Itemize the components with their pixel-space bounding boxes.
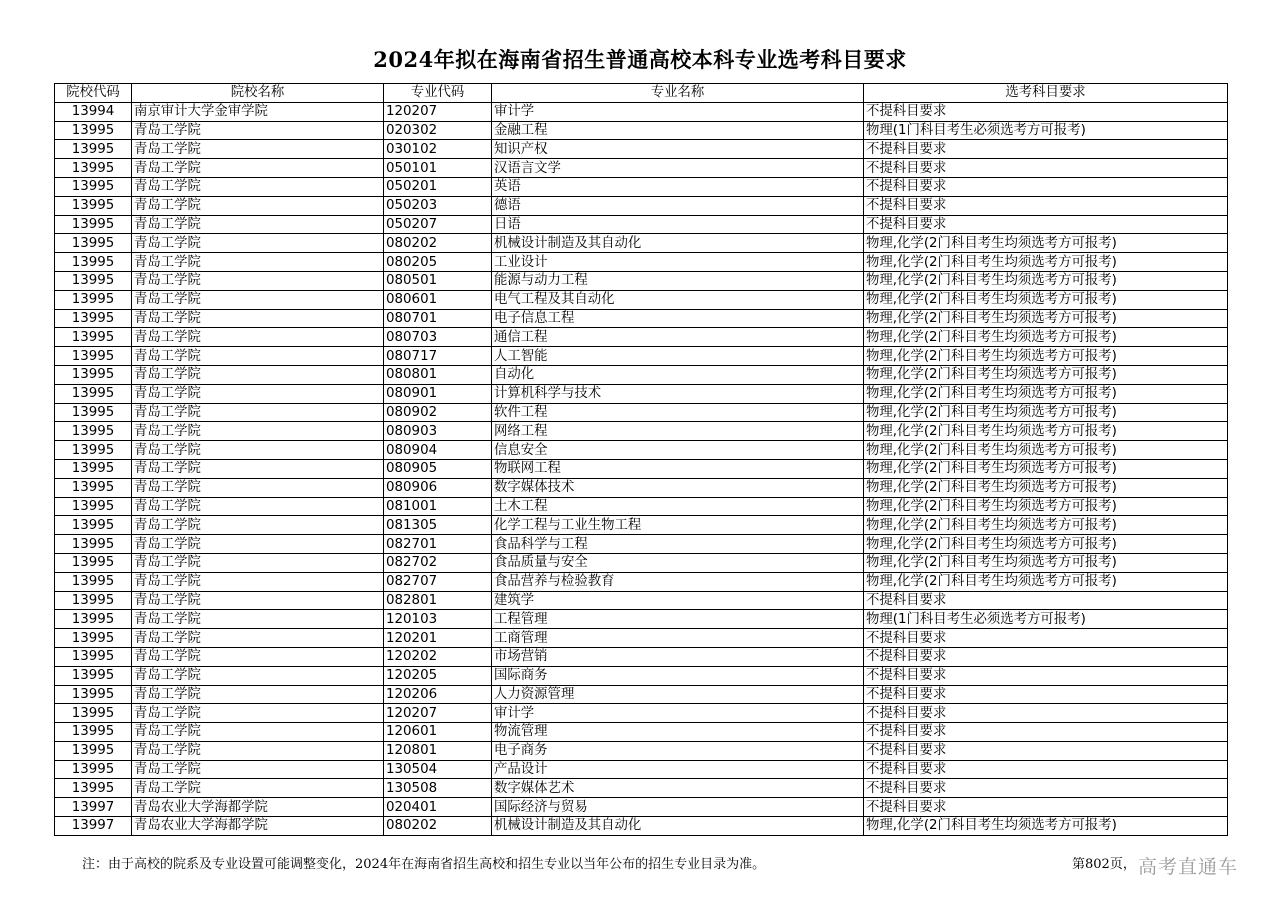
major-name-cell: 物流管理	[492, 723, 864, 742]
subject-requirement-cell: 物理,化学(2门科目考生均须选考方可报考)	[864, 817, 1228, 836]
major-code-cell: 120207	[384, 704, 492, 723]
subject-requirement-cell: 物理,化学(2门科目考生均须选考方可报考)	[864, 478, 1228, 497]
school-name-cell: 青岛工学院	[132, 478, 384, 497]
school-name-cell: 青岛工学院	[132, 365, 384, 384]
school-name-cell: 青岛工学院	[132, 177, 384, 196]
major-name-cell: 电子商务	[492, 741, 864, 760]
major-code-cell: 080801	[384, 365, 492, 384]
table-body	[55, 102, 1228, 835]
subject-requirement-cell: 不提科目要求	[864, 704, 1228, 723]
major-name-cell: 自动化	[492, 365, 864, 384]
table-row	[55, 177, 1228, 196]
major-code-cell: 050101	[384, 159, 492, 178]
table-row	[55, 271, 1228, 290]
major-code-cell: 080904	[384, 441, 492, 460]
major-code-cell: 030102	[384, 140, 492, 159]
table-row	[55, 760, 1228, 779]
major-code-cell: 080205	[384, 253, 492, 272]
school-code-cell: 13997	[55, 798, 132, 817]
school-name-cell: 青岛工学院	[132, 553, 384, 572]
subject-requirement-cell: 不提科目要求	[864, 723, 1228, 742]
school-code-cell: 13995	[55, 497, 132, 516]
major-code-cell: 120801	[384, 741, 492, 760]
subject-requirement-cell: 物理,化学(2门科目考生均须选考方可报考)	[864, 459, 1228, 478]
major-name-cell: 金融工程	[492, 121, 864, 140]
major-code-cell: 120201	[384, 629, 492, 648]
school-name-cell: 青岛工学院	[132, 704, 384, 723]
major-code-cell: 082707	[384, 572, 492, 591]
major-code-cell: 080701	[384, 309, 492, 328]
subject-requirement-cell: 不提科目要求	[864, 779, 1228, 798]
school-code-cell: 13995	[55, 328, 132, 347]
subject-requirement-cell: 不提科目要求	[864, 591, 1228, 610]
subject-requirement-cell: 物理(1门科目考生必须选考方可报考)	[864, 121, 1228, 140]
school-name-cell: 青岛工学院	[132, 760, 384, 779]
school-code-cell: 13995	[55, 253, 132, 272]
major-name-cell: 人力资源管理	[492, 685, 864, 704]
page-title: 2024年拟在海南省招生普通高校本科专业选考科目要求	[373, 47, 907, 72]
table-row	[55, 497, 1228, 516]
school-name-cell: 青岛工学院	[132, 121, 384, 140]
major-code-cell: 050203	[384, 196, 492, 215]
school-name-cell: 青岛工学院	[132, 159, 384, 178]
school-code-cell: 13995	[55, 741, 132, 760]
school-name-cell: 青岛农业大学海都学院	[132, 798, 384, 817]
subject-requirement-cell: 物理,化学(2门科目考生均须选考方可报考)	[864, 271, 1228, 290]
school-code-cell: 13995	[55, 535, 132, 554]
school-code-cell: 13995	[55, 478, 132, 497]
subject-requirement-cell: 物理,化学(2门科目考生均须选考方可报考)	[864, 328, 1228, 347]
subject-requirement-cell: 物理,化学(2门科目考生均须选考方可报考)	[864, 516, 1228, 535]
major-name-cell: 计算机科学与技术	[492, 384, 864, 403]
school-name-cell: 青岛工学院	[132, 328, 384, 347]
school-name-cell: 青岛工学院	[132, 140, 384, 159]
subject-requirements-table	[54, 83, 1228, 836]
subject-requirement-cell: 物理,化学(2门科目考生均须选考方可报考)	[864, 572, 1228, 591]
header-major-code: 专业代码	[384, 84, 492, 103]
subject-requirement-cell: 物理,化学(2门科目考生均须选考方可报考)	[864, 253, 1228, 272]
table-row	[55, 572, 1228, 591]
table-row	[55, 516, 1228, 535]
school-name-cell: 青岛工学院	[132, 647, 384, 666]
major-name-cell: 物联网工程	[492, 459, 864, 478]
school-code-cell: 13995	[55, 685, 132, 704]
school-name-cell: 青岛工学院	[132, 497, 384, 516]
major-name-cell: 建筑学	[492, 591, 864, 610]
major-code-cell: 080202	[384, 817, 492, 836]
school-code-cell: 13995	[55, 704, 132, 723]
major-name-cell: 英语	[492, 177, 864, 196]
school-code-cell: 13995	[55, 347, 132, 366]
school-code-cell: 13994	[55, 102, 132, 121]
school-code-cell: 13995	[55, 441, 132, 460]
major-name-cell: 日语	[492, 215, 864, 234]
subject-requirement-cell: 不提科目要求	[864, 741, 1228, 760]
major-code-cell: 130504	[384, 760, 492, 779]
school-name-cell: 青岛工学院	[132, 196, 384, 215]
page-number: 第802页，	[1072, 857, 1136, 872]
table-row	[55, 215, 1228, 234]
major-code-cell: 080901	[384, 384, 492, 403]
major-name-cell: 国际经济与贸易	[492, 798, 864, 817]
school-code-cell: 13995	[55, 159, 132, 178]
school-name-cell: 青岛工学院	[132, 384, 384, 403]
table-row	[55, 553, 1228, 572]
school-name-cell: 青岛工学院	[132, 723, 384, 742]
school-code-cell: 13995	[55, 196, 132, 215]
major-code-cell: 120205	[384, 666, 492, 685]
header-subject-requirement: 选考科目要求	[864, 84, 1228, 103]
table-row	[55, 403, 1228, 422]
major-code-cell: 080501	[384, 271, 492, 290]
major-name-cell: 知识产权	[492, 140, 864, 159]
major-name-cell: 网络工程	[492, 422, 864, 441]
school-code-cell: 13995	[55, 215, 132, 234]
subject-requirement-cell: 不提科目要求	[864, 798, 1228, 817]
table-row	[55, 685, 1228, 704]
table-row	[55, 535, 1228, 554]
major-name-cell: 工程管理	[492, 610, 864, 629]
table-row	[55, 666, 1228, 685]
table-header-row	[55, 84, 1228, 103]
major-code-cell: 020401	[384, 798, 492, 817]
subject-requirement-cell: 不提科目要求	[864, 159, 1228, 178]
major-name-cell: 德语	[492, 196, 864, 215]
major-code-cell: 120601	[384, 723, 492, 742]
major-name-cell: 软件工程	[492, 403, 864, 422]
watermark-text: 高考直通车	[1138, 856, 1239, 878]
school-code-cell: 13995	[55, 572, 132, 591]
school-code-cell: 13995	[55, 271, 132, 290]
school-name-cell: 青岛工学院	[132, 290, 384, 309]
table-row	[55, 798, 1228, 817]
major-name-cell: 食品科学与工程	[492, 535, 864, 554]
subject-requirement-cell: 物理,化学(2门科目考生均须选考方可报考)	[864, 403, 1228, 422]
table-row	[55, 384, 1228, 403]
school-code-cell: 13995	[55, 779, 132, 798]
school-name-cell: 青岛工学院	[132, 685, 384, 704]
subject-requirement-cell: 物理,化学(2门科目考生均须选考方可报考)	[864, 535, 1228, 554]
subject-requirement-cell: 物理,化学(2门科目考生均须选考方可报考)	[864, 290, 1228, 309]
subject-requirement-cell: 物理,化学(2门科目考生均须选考方可报考)	[864, 553, 1228, 572]
school-name-cell: 青岛工学院	[132, 441, 384, 460]
school-name-cell: 青岛工学院	[132, 572, 384, 591]
school-name-cell: 青岛工学院	[132, 253, 384, 272]
subject-requirement-cell: 不提科目要求	[864, 666, 1228, 685]
major-code-cell: 120202	[384, 647, 492, 666]
major-name-cell: 审计学	[492, 704, 864, 723]
major-name-cell: 土木工程	[492, 497, 864, 516]
major-code-cell: 080902	[384, 403, 492, 422]
subject-requirement-cell: 物理,化学(2门科目考生均须选考方可报考)	[864, 347, 1228, 366]
school-code-cell: 13995	[55, 234, 132, 253]
subject-requirement-cell: 物理,化学(2门科目考生均须选考方可报考)	[864, 234, 1228, 253]
major-name-cell: 人工智能	[492, 347, 864, 366]
subject-requirement-cell: 物理,化学(2门科目考生均须选考方可报考)	[864, 497, 1228, 516]
table-row	[55, 704, 1228, 723]
school-code-cell: 13997	[55, 817, 132, 836]
subject-requirement-cell: 不提科目要求	[864, 102, 1228, 121]
major-code-cell: 082702	[384, 553, 492, 572]
school-name-cell: 青岛工学院	[132, 666, 384, 685]
major-code-cell: 120206	[384, 685, 492, 704]
table-row	[55, 610, 1228, 629]
table-row	[55, 121, 1228, 140]
subject-requirement-cell: 不提科目要求	[864, 196, 1228, 215]
subject-requirement-cell: 不提科目要求	[864, 685, 1228, 704]
table-row	[55, 347, 1228, 366]
school-code-cell: 13995	[55, 516, 132, 535]
school-code-cell: 13995	[55, 290, 132, 309]
major-name-cell: 工业设计	[492, 253, 864, 272]
major-code-cell: 081001	[384, 497, 492, 516]
school-name-cell: 青岛工学院	[132, 591, 384, 610]
major-code-cell: 080903	[384, 422, 492, 441]
school-name-cell: 青岛工学院	[132, 347, 384, 366]
header-major-name: 专业名称	[492, 84, 864, 103]
table-row	[55, 253, 1228, 272]
subject-requirement-cell: 不提科目要求	[864, 140, 1228, 159]
major-code-cell: 080717	[384, 347, 492, 366]
table-row	[55, 591, 1228, 610]
subject-requirement-cell: 不提科目要求	[864, 760, 1228, 779]
subject-requirement-cell: 物理,化学(2门科目考生均须选考方可报考)	[864, 309, 1228, 328]
table-row	[55, 159, 1228, 178]
table-row	[55, 328, 1228, 347]
subject-requirement-cell: 物理,化学(2门科目考生均须选考方可报考)	[864, 384, 1228, 403]
school-code-cell: 13995	[55, 647, 132, 666]
major-name-cell: 化学工程与工业生物工程	[492, 516, 864, 535]
major-code-cell: 082701	[384, 535, 492, 554]
table-row	[55, 102, 1228, 121]
school-code-cell: 13995	[55, 422, 132, 441]
school-code-cell: 13995	[55, 121, 132, 140]
school-name-cell: 青岛工学院	[132, 309, 384, 328]
table-row	[55, 196, 1228, 215]
major-code-cell: 080905	[384, 459, 492, 478]
table-row	[55, 290, 1228, 309]
school-name-cell: 南京审计大学金审学院	[132, 102, 384, 121]
major-name-cell: 数字媒体艺术	[492, 779, 864, 798]
table-row	[55, 459, 1228, 478]
school-code-cell: 13995	[55, 403, 132, 422]
table-row	[55, 478, 1228, 497]
major-name-cell: 信息安全	[492, 441, 864, 460]
table-row	[55, 817, 1228, 836]
school-name-cell: 青岛工学院	[132, 215, 384, 234]
table-row	[55, 779, 1228, 798]
major-name-cell: 汉语言文学	[492, 159, 864, 178]
major-code-cell: 081305	[384, 516, 492, 535]
footer-note: 注：由于高校的院系及专业设置可能调整变化，2024年在海南省招生高校和招生专业以当年公布的招生专业目录为准。	[82, 857, 766, 872]
major-code-cell: 080703	[384, 328, 492, 347]
table-row	[55, 629, 1228, 648]
major-name-cell: 电气工程及其自动化	[492, 290, 864, 309]
subject-requirement-cell: 不提科目要求	[864, 215, 1228, 234]
school-name-cell: 青岛工学院	[132, 741, 384, 760]
school-code-cell: 13995	[55, 666, 132, 685]
school-code-cell: 13995	[55, 384, 132, 403]
school-code-cell: 13995	[55, 629, 132, 648]
table-row	[55, 647, 1228, 666]
table-row	[55, 741, 1228, 760]
school-name-cell: 青岛工学院	[132, 779, 384, 798]
major-name-cell: 审计学	[492, 102, 864, 121]
school-name-cell: 青岛工学院	[132, 610, 384, 629]
school-name-cell: 青岛工学院	[132, 271, 384, 290]
table-row	[55, 723, 1228, 742]
subject-requirement-cell: 物理(1门科目考生必须选考方可报考)	[864, 610, 1228, 629]
school-code-cell: 13995	[55, 459, 132, 478]
school-code-cell: 13995	[55, 140, 132, 159]
major-name-cell: 食品营养与检验教育	[492, 572, 864, 591]
school-code-cell: 13995	[55, 723, 132, 742]
major-code-cell: 080601	[384, 290, 492, 309]
subject-requirement-cell: 物理,化学(2门科目考生均须选考方可报考)	[864, 441, 1228, 460]
school-code-cell: 13995	[55, 591, 132, 610]
school-code-cell: 13995	[55, 177, 132, 196]
header-school-name: 院校名称	[132, 84, 384, 103]
table-row	[55, 140, 1228, 159]
school-code-cell: 13995	[55, 553, 132, 572]
school-name-cell: 青岛工学院	[132, 516, 384, 535]
table-row	[55, 309, 1228, 328]
school-code-cell: 13995	[55, 760, 132, 779]
school-name-cell: 青岛工学院	[132, 459, 384, 478]
table-row	[55, 234, 1228, 253]
major-code-cell: 050201	[384, 177, 492, 196]
major-name-cell: 产品设计	[492, 760, 864, 779]
major-name-cell: 通信工程	[492, 328, 864, 347]
school-name-cell: 青岛农业大学海都学院	[132, 817, 384, 836]
major-code-cell: 020302	[384, 121, 492, 140]
major-code-cell: 082801	[384, 591, 492, 610]
major-name-cell: 数字媒体技术	[492, 478, 864, 497]
major-name-cell: 工商管理	[492, 629, 864, 648]
major-code-cell: 120103	[384, 610, 492, 629]
major-code-cell: 130508	[384, 779, 492, 798]
subject-requirement-cell: 物理,化学(2门科目考生均须选考方可报考)	[864, 365, 1228, 384]
school-code-cell: 13995	[55, 610, 132, 629]
major-name-cell: 电子信息工程	[492, 309, 864, 328]
major-code-cell: 080202	[384, 234, 492, 253]
subject-requirement-cell: 不提科目要求	[864, 629, 1228, 648]
major-name-cell: 机械设计制造及其自动化	[492, 817, 864, 836]
school-name-cell: 青岛工学院	[132, 422, 384, 441]
subject-requirement-cell: 物理,化学(2门科目考生均须选考方可报考)	[864, 422, 1228, 441]
school-code-cell: 13995	[55, 365, 132, 384]
major-code-cell: 120207	[384, 102, 492, 121]
school-name-cell: 青岛工学院	[132, 629, 384, 648]
major-name-cell: 市场营销	[492, 647, 864, 666]
school-name-cell: 青岛工学院	[132, 403, 384, 422]
major-name-cell: 国际商务	[492, 666, 864, 685]
subject-requirement-cell: 不提科目要求	[864, 177, 1228, 196]
major-code-cell: 050207	[384, 215, 492, 234]
school-name-cell: 青岛工学院	[132, 535, 384, 554]
school-name-cell: 青岛工学院	[132, 234, 384, 253]
table-row	[55, 365, 1228, 384]
header-school-code: 院校代码	[55, 84, 132, 103]
table-row	[55, 441, 1228, 460]
school-code-cell: 13995	[55, 309, 132, 328]
major-name-cell: 食品质量与安全	[492, 553, 864, 572]
major-name-cell: 能源与动力工程	[492, 271, 864, 290]
subject-requirement-cell: 不提科目要求	[864, 647, 1228, 666]
major-code-cell: 080906	[384, 478, 492, 497]
table-row	[55, 422, 1228, 441]
major-name-cell: 机械设计制造及其自动化	[492, 234, 864, 253]
